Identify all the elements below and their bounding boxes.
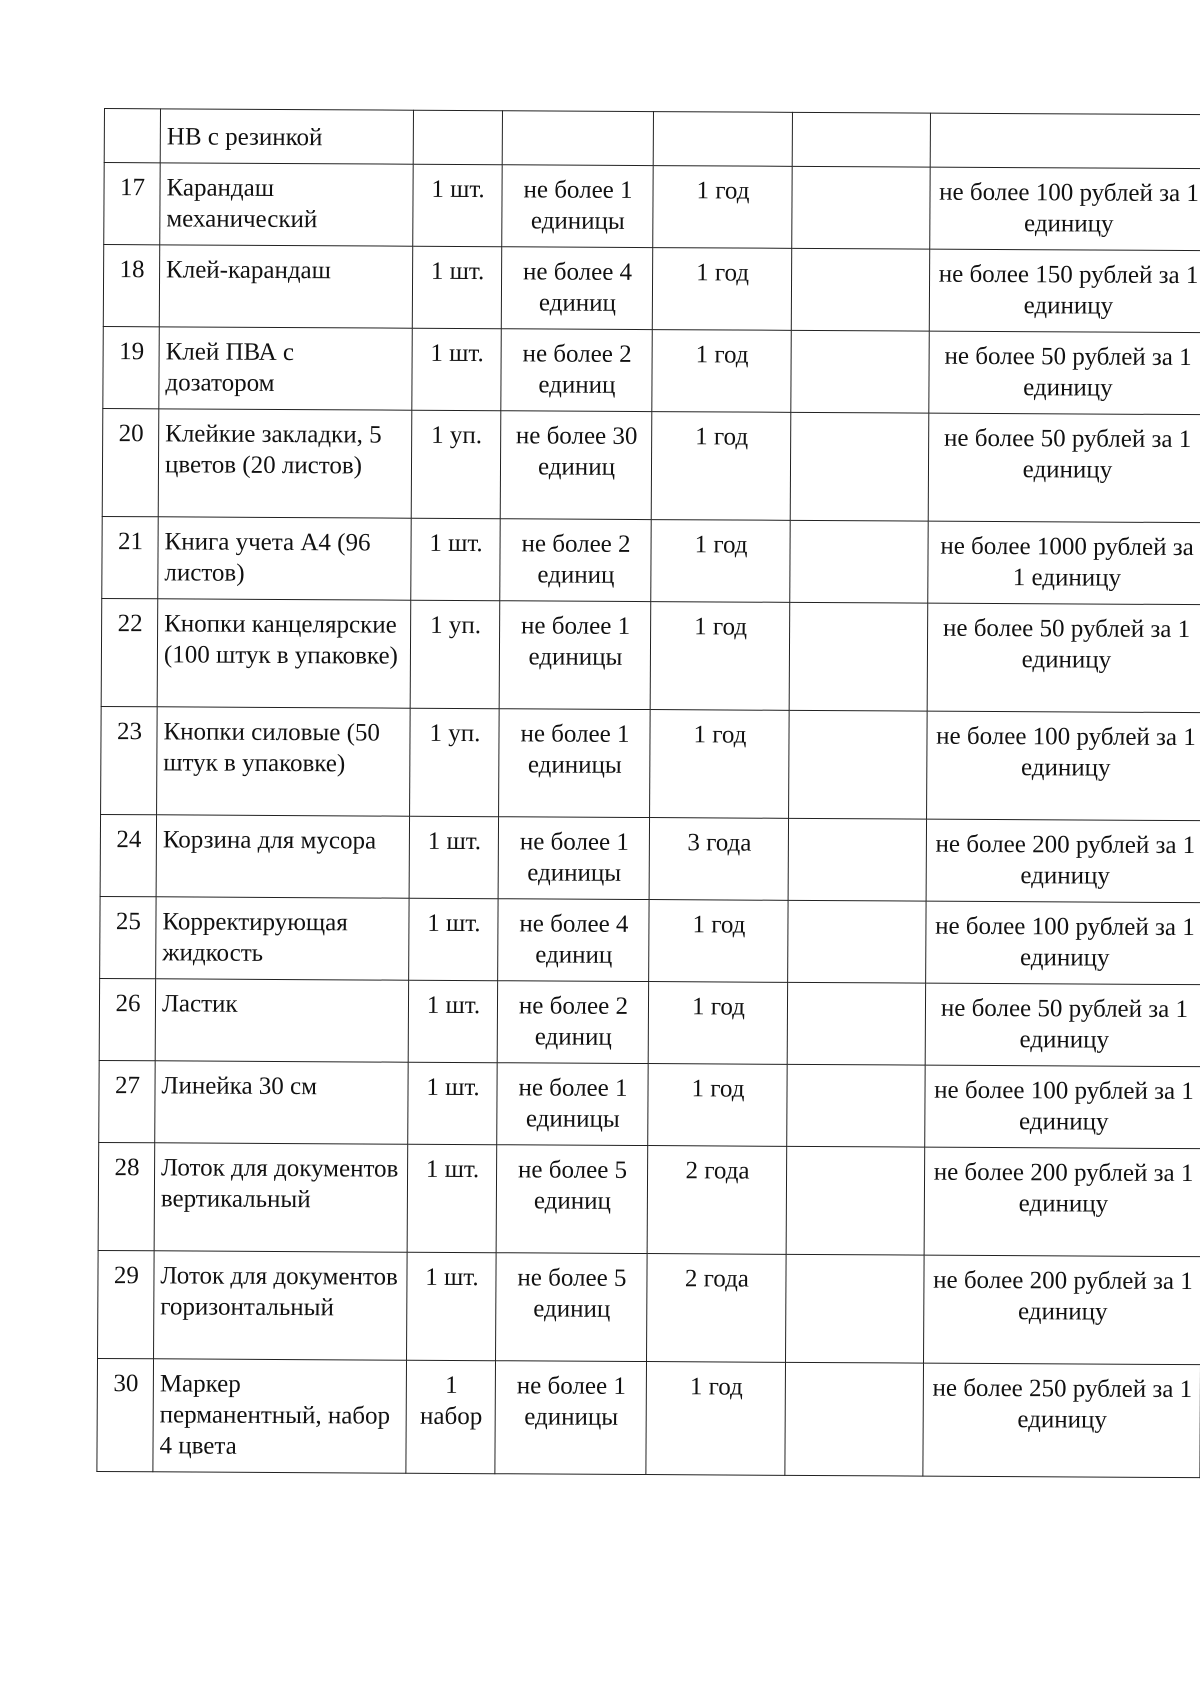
table-row — [98, 1250, 1200, 1364]
table-row — [103, 326, 1200, 414]
table-row — [102, 516, 1200, 604]
quantity-limit-cell: не более 1 единицы — [499, 601, 651, 710]
empty-cell — [787, 982, 925, 1065]
empty-cell — [789, 602, 928, 711]
empty-cell — [791, 330, 929, 413]
quantity-limit-cell: не более 5 единиц — [496, 1145, 648, 1254]
quantity-limit-cell: не более 1 единицы — [502, 165, 653, 248]
item-name-cell: Кнопки канцелярские (100 штук в упаковке) — [157, 599, 411, 708]
table-row — [98, 1142, 1200, 1256]
supplies-table — [96, 108, 1200, 1478]
quantity-limit-cell: не более 30 единиц — [500, 411, 652, 520]
empty-cell — [790, 520, 928, 603]
empty-cell — [788, 818, 926, 901]
service-term-cell: 2 года — [647, 1146, 787, 1255]
empty-cell — [792, 112, 930, 167]
item-name-cell: Лоток для документов горизонтальный — [154, 1251, 408, 1360]
quantity-limit-cell: не более 5 единиц — [496, 1253, 648, 1362]
service-term-cell: 3 года — [649, 818, 788, 901]
unit-cell: 1 шт. — [408, 1062, 497, 1144]
unit-cell: 1 шт. — [408, 980, 497, 1062]
row-number-cell: 30 — [97, 1358, 154, 1471]
unit-cell: 1 шт. — [411, 518, 500, 600]
row-number-cell: 20 — [102, 408, 159, 516]
service-term-cell: 1 год — [650, 710, 790, 819]
row-number-cell: 25 — [100, 896, 156, 978]
row-number-cell: 28 — [98, 1142, 155, 1250]
service-term-cell: 1 год — [646, 1362, 786, 1476]
row-number-cell: 27 — [99, 1060, 155, 1142]
empty-cell — [786, 1146, 925, 1255]
row-number-cell: 22 — [101, 598, 158, 706]
item-name-cell: Клей-карандаш — [159, 245, 412, 328]
quantity-limit-cell — [502, 111, 653, 166]
item-name-cell: Маркер перманентный, набор 4 цвета — [153, 1359, 407, 1473]
empty-cell — [790, 412, 929, 521]
quantity-limit-cell: не более 2 единиц — [500, 519, 651, 602]
price-limit-cell: не более 50 рублей за 1 единицу — [925, 983, 1200, 1067]
table-body — [97, 109, 1200, 1478]
quantity-limit-cell: не более 1 единицы — [499, 709, 651, 818]
service-term-cell: 1 год — [653, 166, 792, 249]
price-limit-cell: не более 50 рублей за 1 единицу — [927, 603, 1200, 713]
item-name-cell: Корректирующая жидкость — [156, 897, 409, 980]
price-limit-cell: не более 200 рублей за 1 единицу — [924, 1147, 1200, 1257]
service-term-cell: 1 год — [650, 602, 790, 711]
price-limit-cell: не более 200 рублей за 1 единицу — [926, 819, 1200, 903]
price-limit-cell: не более 50 рублей за 1 единицу — [929, 331, 1200, 415]
row-number-cell: 23 — [101, 706, 158, 814]
table-row — [103, 245, 1200, 333]
unit-cell: 1 шт. — [409, 816, 498, 898]
table-row — [102, 408, 1200, 522]
service-term-cell: 1 год — [649, 900, 788, 983]
unit-cell: 1 уп. — [410, 708, 500, 816]
service-term-cell: 2 года — [647, 1254, 787, 1363]
table-row — [99, 978, 1200, 1066]
unit-cell: 1 шт. — [413, 164, 502, 246]
table-row — [104, 163, 1200, 251]
quantity-limit-cell: не более 4 единиц — [501, 247, 652, 330]
item-name-cell: Книга учета А4 (96 листов) — [158, 517, 411, 600]
price-limit-cell: не более 100 рублей за 1 единицу — [925, 1065, 1200, 1149]
table-row — [99, 1060, 1200, 1148]
quantity-limit-cell: не более 2 единиц — [501, 329, 652, 412]
table-row — [97, 1358, 1200, 1477]
service-term-cell — [653, 112, 792, 167]
row-number-cell: 21 — [102, 516, 158, 598]
table-row — [100, 814, 1200, 902]
price-limit-cell: не более 250 рублей за 1 единицу — [923, 1363, 1200, 1478]
price-limit-cell: не более 200 рублей за 1 единицу — [924, 1255, 1200, 1365]
price-limit-cell: не более 50 рублей за 1 единицу — [928, 413, 1200, 523]
item-name-cell: Корзина для мусора — [156, 815, 409, 898]
unit-cell: 1 шт. — [407, 1252, 497, 1360]
quantity-limit-cell: не более 1 единицы — [495, 1361, 647, 1475]
unit-cell: 1 шт. — [409, 898, 498, 980]
row-number-cell: 24 — [100, 814, 156, 896]
item-name-cell: Ластик — [155, 979, 408, 1062]
table-row — [104, 109, 1200, 169]
quantity-limit-cell: не более 4 единиц — [498, 899, 649, 982]
item-name-cell: HB с резинкой — [160, 109, 413, 164]
item-name-cell: Клейкие закладки, 5 цветов (20 листов) — [158, 409, 412, 518]
row-number-cell: 19 — [103, 326, 159, 408]
row-number-cell: 18 — [103, 245, 159, 327]
quantity-limit-cell: не более 1 единицы — [497, 1063, 648, 1146]
price-limit-cell: не более 100 рублей за 1 единицу — [926, 901, 1200, 985]
unit-cell: 1 шт. — [412, 246, 501, 328]
table-row — [100, 896, 1200, 984]
price-limit-cell: не более 100 рублей за 1 единицу — [927, 711, 1200, 821]
table-row — [101, 706, 1200, 820]
price-limit-cell: не более 100 рублей за 1 единицу — [930, 167, 1200, 251]
row-number-cell — [104, 109, 160, 163]
item-name-cell: Клей ПВА с дозатором — [159, 327, 412, 410]
price-limit-cell — [930, 113, 1200, 169]
empty-cell — [789, 710, 928, 819]
service-term-cell: 1 год — [651, 520, 790, 603]
unit-cell: 1 шт. — [407, 1144, 497, 1252]
row-number-cell: 17 — [104, 163, 160, 245]
service-term-cell: 1 год — [652, 248, 791, 331]
empty-cell — [788, 900, 926, 983]
row-number-cell: 29 — [98, 1250, 155, 1358]
empty-cell — [792, 166, 930, 249]
quantity-limit-cell: не более 1 единицы — [498, 817, 649, 900]
empty-cell — [787, 1064, 925, 1147]
item-name-cell: Линейка 30 см — [155, 1061, 408, 1144]
item-name-cell: Кнопки силовые (50 штук в упаковке) — [157, 707, 411, 816]
service-term-cell: 1 год — [652, 330, 791, 413]
row-number-cell: 26 — [99, 978, 155, 1060]
service-term-cell: 1 год — [651, 412, 791, 521]
unit-cell — [413, 110, 502, 164]
quantity-limit-cell: не более 2 единиц — [497, 981, 648, 1064]
unit-cell: 1 уп. — [410, 600, 500, 708]
unit-cell: 1 шт. — [412, 328, 501, 410]
service-term-cell: 1 год — [648, 1064, 787, 1147]
empty-cell — [785, 1362, 924, 1476]
unit-cell: 1 уп. — [411, 410, 501, 518]
service-term-cell: 1 год — [648, 982, 787, 1065]
price-limit-cell: не более 1000 рублей за 1 единицу — [928, 521, 1200, 605]
price-limit-cell: не более 150 рублей за 1 единицу — [929, 249, 1200, 333]
empty-cell — [791, 248, 929, 331]
table-row — [101, 598, 1200, 712]
empty-cell — [786, 1254, 925, 1363]
unit-cell: 1 набор — [406, 1360, 496, 1473]
item-name-cell: Карандаш механический — [160, 163, 413, 246]
item-name-cell: Лоток для документов вертикальный — [154, 1143, 408, 1252]
